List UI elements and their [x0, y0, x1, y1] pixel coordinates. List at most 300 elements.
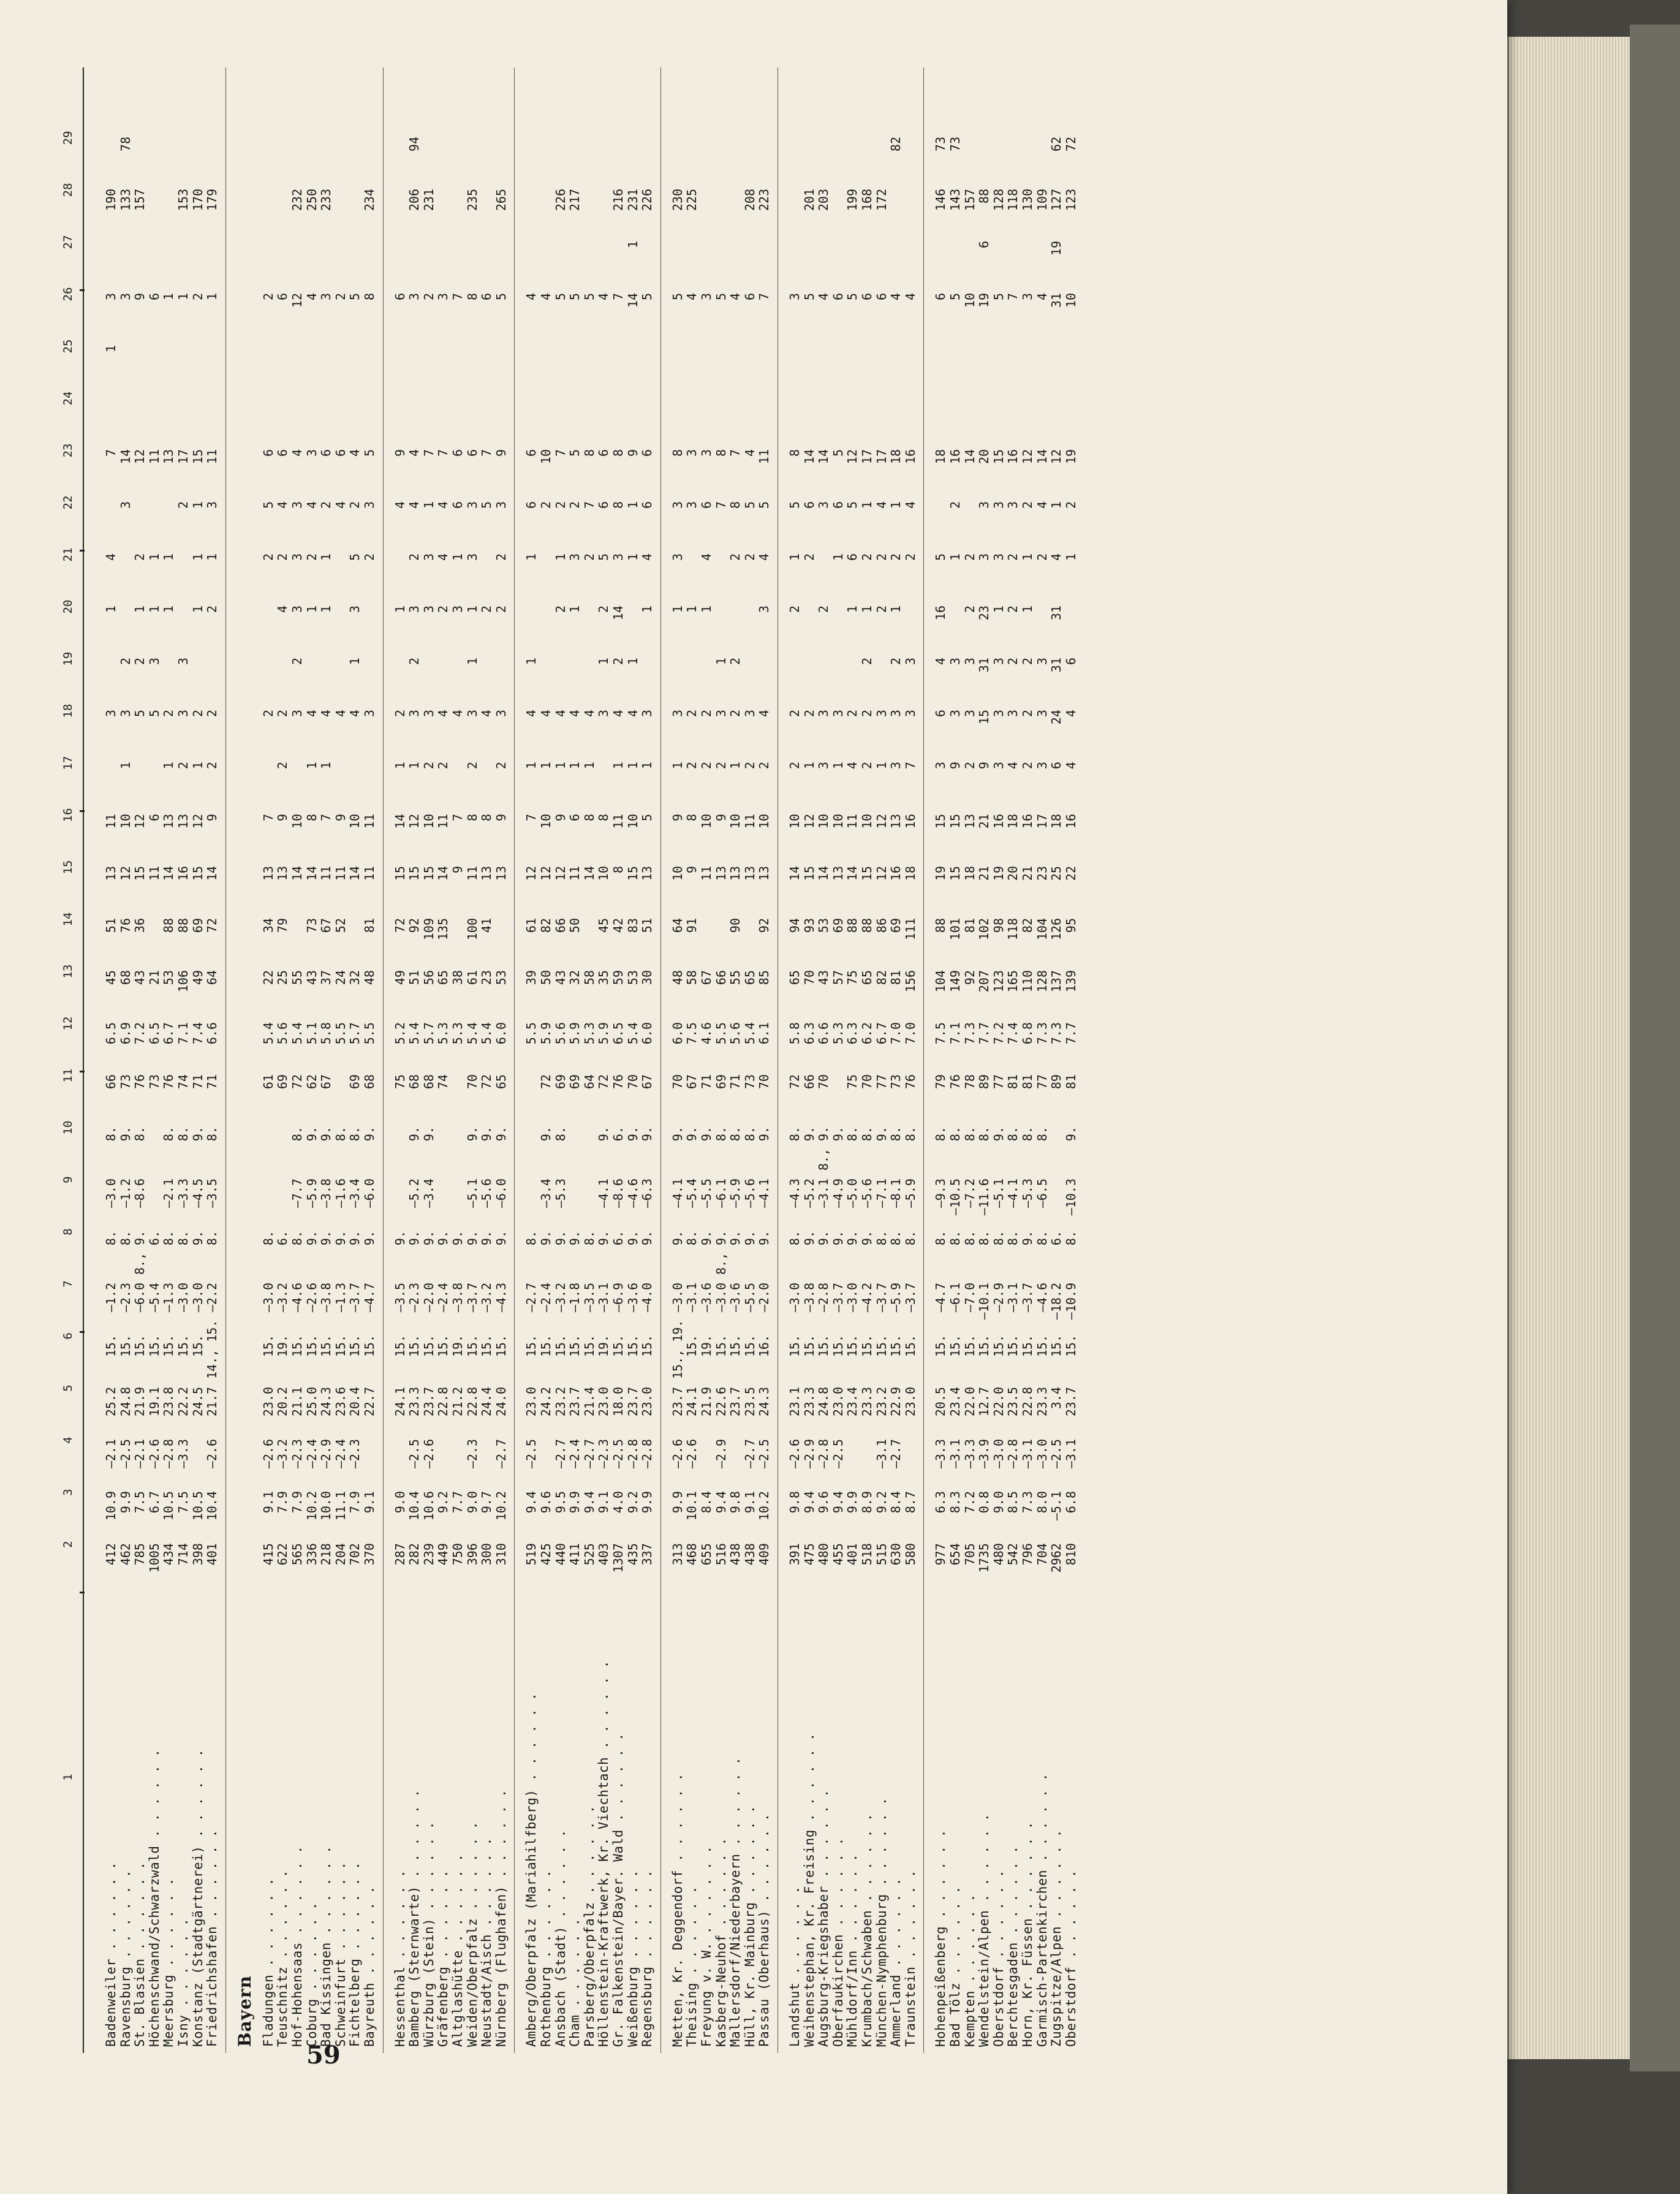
table-cell: 2 [1005, 605, 1021, 613]
table-cell: —2.3 [118, 1283, 133, 1313]
table-cell: 3 [962, 710, 977, 718]
table-cell: 5.5 [524, 1022, 539, 1045]
table-cell: 4 [333, 710, 348, 718]
table-cell: 2 [728, 710, 743, 718]
table-cell: 425 [539, 1543, 553, 1566]
table-cell: 4.6 [699, 1022, 714, 1045]
table-cell: 6 [146, 293, 162, 301]
table-cell: 3.4 [1049, 1387, 1064, 1410]
table-cell: 51 [104, 918, 118, 933]
table-cell: 9. [699, 1126, 714, 1142]
table-cell: —2.8 [625, 1439, 640, 1469]
table-cell: 65 [742, 970, 757, 985]
table-cell: 8 [304, 814, 319, 822]
station-name: Passau (Oberhaus) . . . . . . [757, 1813, 772, 2047]
table-cell: 15. [362, 1335, 377, 1357]
table-cell: 223 [757, 189, 772, 211]
table-cell: 72 [596, 1074, 611, 1090]
table-cell: 2 [742, 762, 757, 770]
table-cell: 6. [611, 1231, 626, 1246]
table-cell: 9. [742, 1231, 757, 1246]
table-cell: 462 [118, 1543, 133, 1566]
table-cell: 714 [176, 1543, 191, 1566]
table-cell: 14 [845, 866, 860, 881]
table-cell: 82 [539, 918, 553, 933]
table-cell: 7 [436, 449, 451, 457]
table-cell: 409 [757, 1543, 772, 1566]
table-cell: 2 [392, 710, 407, 718]
table-cell: 23.2 [553, 1387, 568, 1417]
table-cell: —3.6 [728, 1283, 743, 1313]
table-cell: 9. [347, 1231, 363, 1246]
table-cell: 4 [104, 553, 118, 561]
table-cell: —2.8 [640, 1439, 655, 1469]
table-cell: 128 [1034, 970, 1050, 993]
table-cell: 6.3 [933, 1491, 948, 1514]
table-cell: 5.5 [362, 1022, 377, 1045]
station-name: Bad Kissingen . . . . . . [319, 1845, 334, 2047]
table-cell: 6 [146, 814, 162, 822]
table-cell: 89 [1049, 1074, 1064, 1090]
table-cell: 22.8 [1020, 1387, 1035, 1417]
table-cell: —3.1 [596, 1283, 611, 1313]
table-cell: 2 [161, 710, 176, 718]
table-cell: 74 [176, 1074, 191, 1090]
column-header: 10 [61, 1120, 75, 1135]
table-cell: 8., 9. [713, 1230, 728, 1275]
table-cell: 3 [1034, 658, 1050, 666]
table-cell: 76 [161, 1074, 176, 1090]
table-cell: 8. [902, 1231, 918, 1246]
table-cell: 2 [493, 553, 509, 561]
table-cell: 10 [539, 449, 553, 465]
table-cell: 3 [902, 710, 918, 718]
table-cell: 4 [1034, 501, 1050, 509]
table-cell: 1 [146, 605, 162, 613]
table-cell: 64 [670, 918, 685, 933]
table-cell: 6.3 [845, 1022, 860, 1045]
station-name: Hüll, Kr. Mainburg . . . . . . [742, 1805, 757, 2047]
table-cell: 21.1 [290, 1387, 305, 1417]
table-cell: 123 [1063, 189, 1078, 211]
group-separator [225, 67, 226, 2053]
table-cell: 100 [464, 918, 480, 941]
table-cell: 287 [392, 1543, 407, 1566]
table-cell: 18 [1005, 814, 1021, 829]
table-cell: 2 [801, 710, 817, 718]
table-cell: 1 [830, 762, 846, 770]
table-cell: 8 [787, 449, 802, 457]
table-cell: 5.4 [625, 1022, 640, 1045]
table-cell: 750 [450, 1543, 465, 1566]
table-cell: 92 [407, 918, 422, 933]
table-cell: 4 [728, 293, 743, 301]
column-header: 4 [61, 1437, 75, 1444]
table-cell: 7 [260, 814, 276, 822]
table-cell: 118 [1005, 189, 1021, 211]
table-cell: 1 [524, 553, 539, 561]
page-number: 59 [306, 2041, 341, 2070]
table-cell: 3 [407, 605, 422, 613]
table-cell: 7 [421, 449, 436, 457]
table-cell: 76 [132, 1074, 148, 1090]
table-cell: 70 [757, 1074, 772, 1090]
table-cell: 10 [860, 814, 874, 829]
table-cell: —3.0 [176, 1283, 191, 1313]
table-cell: 3 [816, 762, 831, 770]
station-name: Hof-Hohensaas . . . . . . [290, 1845, 305, 2047]
table-cell: 15 [860, 866, 874, 881]
station-name: Fichtelberg . . . . . . [347, 1861, 363, 2047]
table-cell: 8.3 [948, 1491, 963, 1514]
column-header: 25 [61, 339, 75, 354]
table-cell: 3 [407, 710, 422, 718]
header-rule [83, 67, 84, 2053]
table-cell: —1.8 [567, 1283, 583, 1313]
table-cell: 1 [567, 762, 583, 770]
table-cell: 3 [830, 710, 846, 718]
table-cell: 449 [436, 1543, 451, 1566]
table-cell: 15. [567, 1335, 583, 1357]
table-cell: 15. [625, 1335, 640, 1357]
table-cell: 11 [362, 814, 377, 829]
table-cell: 22 [260, 970, 276, 985]
table-cell: 8. [1005, 1231, 1021, 1246]
column-header: 18 [61, 704, 75, 718]
station-name: Würzburg (Stein) . . . . . . [421, 1821, 436, 2047]
table-cell: 515 [874, 1543, 889, 1566]
table-cell: 6 [830, 293, 846, 301]
table-cell: 9. [118, 1126, 133, 1142]
table-cell: 23.5 [742, 1387, 757, 1417]
table-cell: 23.6 [333, 1387, 348, 1417]
table-cell: 16 [176, 866, 191, 881]
table-cell: 810 [1063, 1543, 1078, 1566]
table-cell: 9. [757, 1126, 772, 1142]
table-cell: 73 [948, 137, 963, 152]
table-cell: 10 [670, 866, 685, 881]
table-cell: 9. [319, 1126, 334, 1142]
table-cell: 1 [713, 658, 728, 666]
table-cell: 77 [874, 1074, 889, 1090]
table-cell: 8. [290, 1126, 305, 1142]
table-cell: 8. [713, 1126, 728, 1142]
table-cell: 3 [493, 710, 509, 718]
table-cell: 14 [436, 866, 451, 881]
table-cell: —3.7 [902, 1283, 918, 1313]
table-cell: 2 [787, 762, 802, 770]
table-cell: 1005 [146, 1543, 162, 1573]
table-cell: 8. [902, 1126, 918, 1142]
table-cell: 19 [933, 866, 948, 881]
table-cell: 9.7 [479, 1491, 494, 1514]
table-cell: —2.2 [205, 1283, 220, 1313]
table-cell: 4 [757, 710, 772, 718]
table-cell: 12 [874, 866, 889, 881]
table-cell: 3 [118, 293, 133, 301]
table-cell: 2 [260, 710, 276, 718]
table-cell: 12 [290, 293, 305, 308]
column-header: 22 [61, 495, 75, 510]
station-name: Gr. Falkenstein/Bayer. Wald . . . . . . [611, 1733, 626, 2047]
table-cell: 6 [977, 241, 992, 249]
table-cell: —5.5 [742, 1283, 757, 1313]
table-cell: —3.4 [539, 1179, 553, 1209]
table-cell: 3 [991, 762, 1006, 770]
table-cell: 2 [132, 658, 148, 666]
table-cell: 7 [757, 293, 772, 301]
table-cell: —5.1 [464, 1179, 480, 1209]
table-cell: 226 [640, 189, 655, 211]
table-cell: 153 [176, 189, 191, 211]
table-cell: 415 [260, 1543, 276, 1566]
table-cell: 15. [421, 1335, 436, 1357]
table-cell: 9. [407, 1126, 422, 1142]
table-cell: 1 [581, 762, 597, 770]
table-cell: 6 [275, 449, 290, 457]
table-cell: —5.3 [1020, 1179, 1035, 1209]
table-cell: 5 [132, 710, 148, 718]
table-cell: —7.2 [962, 1179, 977, 1209]
column-header: 3 [61, 1489, 75, 1496]
table-cell: 5.3 [830, 1022, 846, 1045]
table-cell: 15. [132, 1335, 148, 1357]
table-cell: 3 [962, 658, 977, 666]
table-cell: 2 [205, 605, 220, 613]
table-cell: 10 [757, 814, 772, 829]
table-cell: 6 [830, 501, 846, 509]
table-cell: —3.1 [948, 1439, 963, 1469]
table-cell: 3 [948, 710, 963, 718]
station-name: Kempten . . . . . . [962, 1894, 977, 2047]
table-cell: 5.4 [260, 1022, 276, 1045]
table-cell: 15. [962, 1335, 977, 1357]
table-cell: 785 [132, 1543, 148, 1566]
table-cell: 110 [1020, 970, 1035, 993]
table-cell: 31 [1049, 293, 1064, 308]
table-cell: 1735 [977, 1543, 992, 1573]
table-cell: —8.6 [132, 1179, 148, 1209]
table-cell: —3.0 [1034, 1439, 1050, 1469]
table-cell: 2 [479, 605, 494, 613]
table-cell: 146 [933, 189, 948, 211]
table-cell: 3 [977, 501, 992, 509]
table-cell: 5 [933, 553, 948, 561]
table-cell: 66 [104, 1074, 118, 1090]
group-separator [660, 67, 661, 2053]
table-cell: 2 [902, 553, 918, 561]
table-cell: 11 [146, 866, 162, 881]
table-cell: 13 [479, 866, 494, 881]
table-cell: 127 [1049, 189, 1064, 211]
table-cell: 8. [1005, 1126, 1021, 1142]
table-cell: 130 [1020, 189, 1035, 211]
table-cell: —4.6 [625, 1179, 640, 1209]
table-cell: —3.7 [830, 1283, 846, 1313]
table-cell: 3 [991, 710, 1006, 718]
table-cell: 7.0 [888, 1022, 904, 1045]
table-cell: 3 [421, 710, 436, 718]
table-cell: 2 [1005, 553, 1021, 561]
table-cell: 455 [830, 1543, 846, 1566]
table-cell: 6.5 [146, 1022, 162, 1045]
table-cell: —5.9 [888, 1283, 904, 1313]
table-cell: 7.0 [902, 1022, 918, 1045]
table-cell: 6 [874, 293, 889, 301]
table-cell: 24.2 [539, 1387, 553, 1417]
table-cell: 3 [757, 605, 772, 613]
table-cell: 2 [874, 553, 889, 561]
table-cell: 14 [290, 866, 305, 881]
table-cell: 22.2 [176, 1387, 191, 1417]
table-cell: 12.7 [977, 1387, 992, 1417]
table-cell: 39 [524, 970, 539, 985]
table-cell: 3 [464, 710, 480, 718]
table-cell: —5.1 [991, 1179, 1006, 1209]
table-cell: —2.4 [567, 1439, 583, 1469]
table-cell: 5 [991, 293, 1006, 301]
table-cell: 1 [699, 605, 714, 613]
station-name: Amberg/Oberpfalz (Mariahilfberg) . . . . . . [524, 1692, 539, 2047]
table-cell: 1 [176, 293, 191, 301]
column-header: 8 [61, 1228, 75, 1236]
table-cell: —2.5 [524, 1439, 539, 1469]
station-name: Friedrichshafen . . . . . . [205, 1829, 220, 2047]
table-cell: 9. [407, 1231, 422, 1246]
table-cell: 2 [176, 501, 191, 509]
table-cell: 88 [860, 918, 874, 933]
column-header: 20 [61, 599, 75, 614]
table-cell: 14 [581, 866, 597, 881]
table-cell: 79 [275, 918, 290, 933]
table-cell: 8., 9. [816, 1126, 831, 1171]
table-cell: 15. [888, 1335, 904, 1357]
table-cell: 77 [1034, 1074, 1050, 1090]
table-cell: 4 [1005, 762, 1021, 770]
table-cell: 68 [118, 970, 133, 985]
table-cell: 5.4 [464, 1022, 480, 1045]
table-cell: 3 [362, 710, 377, 718]
station-name: Konstanz (Stadtgärtnerei) . . . . . . [190, 1748, 205, 2047]
table-cell: 5 [493, 293, 509, 301]
table-cell: 67 [684, 1074, 700, 1090]
table-cell: —2.5 [407, 1439, 422, 1469]
table-cell: 58 [684, 970, 700, 985]
table-cell: 71 [728, 1074, 743, 1090]
table-cell: 218 [319, 1543, 334, 1566]
table-cell: —4.1 [596, 1179, 611, 1209]
column-header: 28 [61, 183, 75, 197]
table-cell: 401 [845, 1543, 860, 1566]
table-cell: 1 [421, 501, 436, 509]
table-cell: 81 [1063, 1074, 1078, 1090]
table-cell: 9 [493, 449, 509, 457]
table-cell: 3 [670, 710, 685, 718]
table-cell: 73 [304, 918, 319, 933]
table-cell: 2 [787, 605, 802, 613]
table-cell: —10.5 [948, 1179, 963, 1216]
table-cell: 9. [699, 1231, 714, 1246]
table-cell: 3 [1005, 501, 1021, 509]
table-cell: 14 [205, 866, 220, 881]
column-tick [80, 810, 85, 812]
table-cell: 15. [493, 1335, 509, 1357]
table-cell: —5.0 [845, 1179, 860, 1209]
table-cell: —2.1 [161, 1179, 176, 1209]
table-cell: 4 [845, 762, 860, 770]
table-cell: 5 [757, 501, 772, 509]
table-cell: 4 [290, 449, 305, 457]
table-cell: 1 [553, 762, 568, 770]
table-cell: 73 [146, 1074, 162, 1090]
table-cell: 16 [902, 814, 918, 829]
table-cell: 9.9 [845, 1491, 860, 1514]
table-cell: 203 [816, 189, 831, 211]
table-cell: 6.0 [640, 1022, 655, 1045]
table-cell: 7.4 [190, 1022, 205, 1045]
region-heading: Bayern [234, 1975, 255, 2047]
table-cell: —2.0 [421, 1283, 436, 1313]
table-cell: —3.0 [845, 1283, 860, 1313]
table-cell: 3 [933, 762, 948, 770]
table-cell: 72 [205, 918, 220, 933]
station-name: Zugspitze/Alpen . . . . . . [1049, 1829, 1064, 2047]
table-cell: 88 [933, 918, 948, 933]
table-cell: 9 [333, 814, 348, 822]
table-cell: 172 [874, 189, 889, 211]
table-cell: 3 [640, 710, 655, 718]
station-name: Gräfenberg . . . . . . [436, 1869, 451, 2047]
table-cell: 2 [888, 553, 904, 561]
table-cell: 3 [991, 658, 1006, 666]
table-cell: 35 [596, 970, 611, 985]
station-name: Schweinfurt . . . . . . [333, 1861, 348, 2047]
table-cell: 4 [347, 449, 363, 457]
table-cell: 23.3 [1034, 1387, 1050, 1417]
table-cell: 4 [581, 710, 597, 718]
table-cell: 9.9 [118, 1491, 133, 1514]
column-header: 9 [61, 1176, 75, 1183]
table-cell: 15., 19. [670, 1319, 685, 1379]
table-cell: 7.5 [684, 1022, 700, 1045]
table-cell: 67 [319, 918, 334, 933]
table-cell: 3 [176, 658, 191, 666]
table-cell: 9. [539, 1231, 553, 1246]
table-cell: 4.0 [611, 1491, 626, 1514]
table-cell: 8. [933, 1231, 948, 1246]
table-cell: 53 [493, 970, 509, 985]
table-cell: —3.8 [319, 1283, 334, 1313]
table-cell: 8 [670, 449, 685, 457]
table-cell: 67 [319, 1074, 334, 1090]
table-cell: 25 [1049, 866, 1064, 881]
table-cell: 230 [670, 189, 685, 211]
table-cell: 11 [146, 449, 162, 465]
table-cell: 4 [816, 293, 831, 301]
table-cell: 7.3 [1049, 1022, 1064, 1045]
table-cell: 8. [888, 1231, 904, 1246]
table-cell: 6.6 [205, 1022, 220, 1045]
table-cell: 8. [874, 1231, 889, 1246]
table-cell: 8. [161, 1126, 176, 1142]
table-cell: 622 [275, 1543, 290, 1566]
table-cell: —4.1 [757, 1179, 772, 1209]
table-cell: 71 [699, 1074, 714, 1090]
table-cell: 9. [190, 1231, 205, 1246]
table-cell: 7 [1005, 293, 1021, 301]
table-cell: 102 [977, 918, 992, 941]
table-cell: 6. [611, 1126, 626, 1142]
